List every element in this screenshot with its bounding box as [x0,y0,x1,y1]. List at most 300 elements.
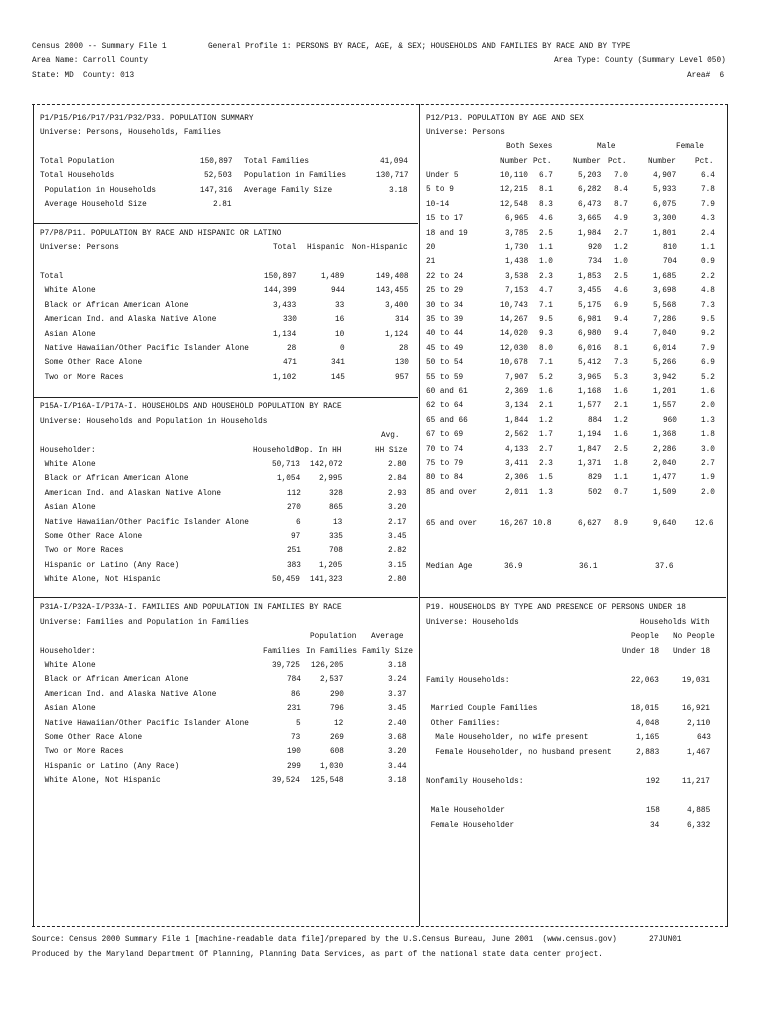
s5-value: 960 [662,414,677,425]
s1-label: Average Household Size [40,199,147,210]
s5-age-label: 30 to 34 [426,299,464,310]
s5-value: 12,215 [500,184,528,195]
frame-top-rule [32,104,728,105]
s2-value: 144,399 [263,285,297,296]
s5-value: 1.8 [613,458,628,468]
s5-value: 2.5 [613,443,628,454]
s5-value: 1.2 [538,414,553,425]
s4-column-header: Population [310,631,357,641]
s5-value: 8.0 [538,342,553,353]
s5-value: 2.1 [613,400,628,411]
s4-value: 39,524 [272,775,300,786]
s4-title: P31A-I/P32A-I/P33A-I. FAMILIES AND POPULATION IN FAMILIES BY RACE [40,602,342,612]
s4-universe: Universe: Families and Population in Families [40,617,249,627]
s6-column-header: People [631,631,659,641]
s5-age-label: 35 to 39 [426,314,464,324]
s5-value: 1.1 [700,242,715,252]
s4-value: 299 [286,760,301,771]
s5-value: 1.6 [613,429,628,440]
s5-age-label: 65 and 66 [426,414,468,425]
s5-value: 4.8 [700,285,715,296]
s5-value: 6.7 [538,170,553,180]
s5-value: 3,785 [504,227,528,238]
s3-value: 251 [286,545,301,556]
s4-race-label: American Ind. and Alaska Native Alone [40,688,217,699]
s2-race-label: White Alone [40,285,96,296]
s5-age-label: 5 to 9 [426,184,454,195]
area-number: Area# 6 [687,70,725,80]
s5-value: 6,980 [577,328,601,339]
source-note: Source: Census 2000 Summary File 1 [machine-readable data file]/prepared by the U.S.Census Bureau, June 2001 (www.census.gov) [32,934,617,944]
s5-value: 10,678 [500,357,528,368]
s5-value: 6.9 [700,357,715,368]
s6-value: 192 [645,776,660,786]
s6-group-header: Households With [639,617,710,627]
column-divider [419,104,420,926]
s5-value: 0.9 [700,256,715,267]
s4-race-label: Native Hawaiian/Other Pacific Islander Alone [40,717,249,728]
area-type: Area Type: County (Summary Level 050) [554,55,726,65]
s3-race-label: Native Hawaiian/Other Pacific Islander Alone [40,516,249,527]
release-date: 27JUN01 [649,934,682,944]
s5-value: 1,730 [504,242,528,252]
s5-value: 6,473 [577,198,601,209]
s3-value: 1,054 [276,473,300,484]
s5-value: 3,665 [577,213,601,224]
s5-value: 4.7 [538,285,553,296]
s5-value: 3,965 [577,371,601,382]
s4-race-label: Hispanic or Latino (Any Race) [40,760,180,771]
s5-age-label: 75 to 79 [426,458,464,468]
s5-value: 9.5 [700,314,715,324]
state-county: State: MD County: 013 [32,70,135,80]
s6-column-header: No People [672,631,715,641]
s4-value: 3.18 [388,775,407,786]
s3-value: 3.45 [388,531,407,541]
s6-value: 11,217 [682,776,710,786]
s5-value: 2.2 [700,270,715,281]
s5-group-header: Male [597,141,616,151]
s5-value: 6,075 [652,198,676,209]
s5-value: 1.3 [538,486,553,497]
s4-value: 3.24 [388,674,407,685]
s5-value: 7,286 [652,314,676,324]
s6-value: 643 [696,732,711,742]
s4-value: 126,205 [310,660,344,670]
s5-age-label: 85 and over [426,486,478,497]
s2-value: 28 [287,343,297,353]
s5-median-label: Median Age [426,561,473,571]
s5-value: 2.0 [700,400,715,411]
s3-race-label: Some Other Race Alone [40,531,143,541]
s5-value: 2,306 [504,472,528,483]
s5-value: 7.9 [700,198,715,209]
s2-value: 150,897 [263,271,297,281]
s5-value: 1,577 [577,400,601,411]
s5-value: 1.9 [700,472,715,483]
s5-value: 1.2 [613,242,628,252]
s4-race-label: Some Other Race Alone [40,732,143,742]
s5-age-label: 40 to 44 [426,328,464,339]
s5-value: 8.1 [613,342,628,353]
s1-value: 2.81 [213,199,232,210]
s2-universe: Universe: Persons [40,242,119,252]
s4-column-header: In Families [305,646,357,656]
s4-column-header: Family Size [361,646,413,656]
s5-age-label: 22 to 24 [426,270,464,281]
s5-value: 16,267 [500,518,528,528]
s3-value: 97 [291,531,301,541]
s5-value: 2.1 [538,400,553,411]
s1-label: Population in Families [244,170,347,181]
s5-value: 2.3 [538,270,553,281]
s1-value: 41,094 [380,156,408,166]
s5-value: 1.2 [613,414,628,425]
s4-value: 39,725 [272,660,300,670]
s2-value: 143,455 [375,285,409,296]
s5-value: 2.7 [613,227,628,238]
s5-value: 1.6 [613,386,628,396]
s4-value: 125,548 [310,775,344,786]
s5-value: 10,743 [500,299,528,310]
s5-value: 0.7 [613,486,628,497]
s3-value: 270 [286,502,301,513]
s2-value: 944 [330,285,345,296]
s5-value: 4.3 [700,213,715,224]
s5-value: 1,685 [652,270,676,281]
s5-value: 9.5 [538,314,553,324]
s5-value: 7,907 [504,371,528,382]
s5-value: 1,847 [577,443,601,454]
s3-value: 328 [328,487,343,498]
s6-value: 158 [645,805,660,815]
s5-value: 1,984 [577,227,601,238]
s5-value: 8.4 [613,184,628,195]
s4-value: 5 [295,717,301,728]
s5-value: 704 [662,256,677,267]
s5-value: 8.7 [613,198,628,209]
s5-value: 1,509 [652,486,676,497]
s5-age-label: 10-14 [426,198,450,209]
s3-column-header: Households [253,445,300,455]
s5-value: 1.1 [613,472,628,483]
s4-column-header: Average [370,631,404,641]
s5-value: 7.3 [613,357,628,368]
s3-race-label: Asian Alone [40,502,96,513]
s5-value: 4.9 [613,213,628,224]
s3-value: 2.80 [388,459,407,469]
s5-value: 12,030 [500,342,528,353]
s5-age-label: 25 to 29 [426,285,464,296]
s5-value: 3,942 [652,371,676,382]
s5-value: 1,194 [577,429,601,440]
s5-age-label: 15 to 17 [426,213,464,224]
s3-value: 2.80 [388,574,407,585]
s4-value: 231 [286,703,301,714]
s5-value: 9.3 [538,328,553,339]
s5-value: 5,266 [652,357,676,368]
s2-column-header: Total [272,242,296,252]
s6-value: 19,031 [682,675,710,685]
s5-value: 6.4 [700,170,715,180]
s2-value: 1,124 [384,328,408,339]
s3-value: 50,459 [272,574,300,585]
s2-divider [34,397,418,398]
s6-value: 34 [650,820,660,830]
s5-value: 3,538 [504,270,528,281]
s5-value: 14,267 [500,314,528,324]
s5-value: 9.4 [613,328,628,339]
s2-value: 1,102 [272,371,296,382]
s6-type-label: Married Couple Families [426,703,538,713]
s6-column-header: Under 18 [673,646,711,656]
s5-value: 3,411 [504,458,528,468]
area-name: Area Name: Carroll County [32,55,149,65]
s5-value: 2.5 [613,270,628,281]
s2-race-label: Asian Alone [40,328,96,339]
s5-value: 4,907 [652,170,676,180]
s5-value: 7.0 [613,170,628,180]
s5-value: 1,168 [577,386,601,396]
s4-value: 190 [286,746,301,757]
s5-universe: Universe: Persons [426,127,505,137]
s6-type-label: Male Householder, no wife present [426,732,589,742]
s4-value: 290 [329,688,344,699]
s5-column-header: Pct. [608,156,627,166]
s4-value: 796 [329,703,344,714]
s6-value: 2,110 [686,718,710,728]
s3-title: P15A-I/P16A-I/P17A-I. HOUSEHOLDS AND HOUSEHOLD POPULATION BY RACE [40,401,342,411]
frame-left-border [33,104,34,926]
s5-value: 1,853 [577,270,601,281]
s3-race-label: Hispanic or Latino (Any Race) [40,559,180,570]
s5-value: 8.3 [538,198,553,209]
s4-value: 3.37 [388,688,407,699]
s2-value: 130 [394,357,409,368]
s3-value: 112 [286,487,301,498]
s6-value: 2,883 [635,747,659,757]
s4-race-label: White Alone [40,660,96,670]
s5-value: 5.2 [538,371,553,382]
s5-value: 6,965 [504,213,528,224]
s2-value: 3,433 [272,299,296,310]
s1-divider [34,223,418,224]
s4-race-label: Asian Alone [40,703,96,714]
s5-column-header: Number [500,156,528,166]
s5-age-label: 67 to 69 [426,429,464,440]
s6-type-label: Family Households: [426,675,510,685]
s5-value: 2.4 [700,227,715,238]
s5-age-label: 21 [426,256,436,267]
s2-column-header: Hispanic [307,242,345,252]
s5-median-value: 37.6 [655,561,674,571]
s5-value: 9.2 [700,328,715,339]
s3-race-label: Two or More Races [40,545,124,556]
s2-value: 16 [335,314,345,325]
s5-value: 4.6 [538,213,553,224]
frame-bottom-rule [32,926,728,927]
s3-value: 708 [328,545,343,556]
s6-value: 1,165 [635,732,659,742]
s5-value: 5,412 [577,357,601,368]
s5-value: 3,455 [577,285,601,296]
s2-value: 3,400 [384,299,408,310]
s4-race-label: Black or African American Alone [40,674,189,685]
s4-value: 784 [286,674,301,685]
s5-value: 1.7 [538,429,553,440]
s5-value: 2.7 [538,443,553,454]
s5-median-value: 36.1 [579,561,598,571]
s3-universe: Universe: Households and Population in Households [40,416,268,426]
s4-column-header: Families [263,646,301,656]
frame-right-border [727,104,728,926]
s3-race-label: White Alone [40,459,96,469]
s1-label: Total Population [40,156,115,166]
s5-value: 6.9 [613,299,628,310]
s5-value: 6,981 [577,314,601,324]
s4-value: 1,030 [319,760,343,771]
s2-value: 341 [330,357,345,368]
s5-value: 7.1 [538,357,553,368]
s5-age-label: 18 and 19 [426,227,468,238]
s5-value: 7.9 [700,342,715,353]
s5-value: 12.6 [695,518,714,528]
s4-value: 73 [291,732,301,742]
s1-label: Total Families [244,156,309,166]
s3-value: 13 [333,516,343,527]
s2-value: 314 [394,314,409,325]
s2-value: 1,489 [320,271,344,281]
s1-value: 150,897 [199,156,233,166]
s2-value: 330 [282,314,297,325]
s5-age-label: 62 to 64 [426,400,464,411]
s5-value: 2,011 [504,486,528,497]
s5-age-label: 50 to 54 [426,357,464,368]
s3-value: 50,713 [272,459,300,469]
s5-value: 2,562 [504,429,528,440]
s2-value: 957 [394,371,409,382]
s6-universe: Universe: Households [426,617,519,627]
s5-value: 7.1 [538,299,553,310]
s3-column-header: Householder: [40,445,96,455]
s5-value: 9,640 [652,518,676,528]
s2-value: 1,134 [272,328,296,339]
s4-value: 3.45 [388,703,407,714]
s3-value: 6 [295,516,301,527]
s5-value: 5,203 [577,170,601,180]
s5-value: 884 [587,414,602,425]
s3-value: 3.15 [388,559,407,570]
s5-value: 1.1 [538,242,553,252]
s5-age-label: 60 and 61 [426,386,468,396]
s6-column-header: Under 18 [622,646,660,656]
s1-label: Average Family Size [244,184,333,195]
s2-value: 149,408 [375,271,409,281]
s5-value: 4.6 [613,285,628,296]
producer-note: Produced by the Maryland Department Of Planning, Planning Data Services, as part of the national state data center project. [32,949,603,959]
s5-value: 5.3 [613,371,628,382]
s6-title: P19. HOUSEHOLDS BY TYPE AND PRESENCE OF PERSONS UNDER 18 [426,602,686,612]
s5-value: 1,438 [504,256,528,267]
s2-race-label: Total [40,271,64,281]
s5-value: 14,020 [500,328,528,339]
s5-value: 6,016 [577,342,601,353]
s5-age-label: 65 and over [426,518,478,528]
s2-race-label: Black or African American Alone [40,299,189,310]
s4-value: 2,537 [319,674,343,685]
s1-universe: Universe: Persons, Households, Families [40,127,222,137]
s5-value: 920 [587,242,602,252]
s4-race-label: White Alone, Not Hispanic [40,775,161,786]
s3-value: 2.84 [388,473,407,484]
profile-title: General Profile 1: PERSONS BY RACE, AGE, & SEX; HOUSEHOLDS AND FAMILIES BY RACE AND BY TYPE [208,41,631,51]
s5-age-label: 55 to 59 [426,371,464,382]
s5-group-header: Female [676,141,704,151]
s5-age-label: 70 to 74 [426,443,464,454]
s5-value: 5,175 [577,299,601,310]
s5-value: 2,286 [652,443,676,454]
s3-value: 2.93 [388,487,407,498]
s5-divider [420,597,726,598]
s6-value: 18,015 [631,703,659,713]
s2-value: 471 [282,357,297,368]
s5-value: 2.7 [700,458,715,468]
s2-value: 28 [399,343,409,353]
s5-value: 7.8 [700,184,715,195]
s4-column-header: Householder: [40,646,96,656]
s6-type-label: Male Householder [426,805,505,815]
s5-value: 5,933 [652,184,676,195]
s5-value: 1,477 [652,472,676,483]
s2-value: 33 [335,299,345,310]
s6-type-label: Other Families: [426,718,501,728]
s5-value: 3,300 [652,213,676,224]
s3-race-label: Black or African American Alone [40,473,189,484]
s4-value: 3.44 [388,760,407,771]
s5-column-header: Number [573,156,601,166]
s5-column-header: Number [648,156,676,166]
s5-age-label: 45 to 49 [426,342,464,353]
s5-value: 8.9 [613,518,628,528]
s3-value: 1,205 [318,559,342,570]
s3-value: 3.20 [388,502,407,513]
s5-value: 1.6 [538,386,553,396]
s1-value: 130,717 [375,170,409,181]
s5-value: 1.6 [700,386,715,396]
s5-value: 6,627 [577,518,601,528]
s5-value: 2.5 [538,227,553,238]
s5-value: 10.8 [533,518,552,528]
s5-value: 810 [662,242,677,252]
s4-value: 3.20 [388,746,407,757]
s2-race-label: Native Hawaiian/Other Pacific Islander Alone [40,343,249,353]
s5-column-header: Pct. [695,156,714,166]
s5-value: 2.0 [700,486,715,497]
s2-race-label: American Ind. and Alaska Native Alone [40,314,217,325]
s6-value: 1,467 [686,747,710,757]
s6-type-label: Female Householder [426,820,515,830]
s5-value: 5.2 [700,371,715,382]
s5-title: P12/P13. POPULATION BY AGE AND SEX [426,113,584,123]
s5-value: 3.0 [700,443,715,454]
s3-avg-label: Avg. [381,430,400,440]
s5-value: 1,557 [652,400,676,411]
s5-value: 1.8 [700,429,715,440]
s5-column-header: Pct. [533,156,552,166]
s3-column-header: Pop. In HH [295,445,342,455]
s4-value: 2.40 [388,717,407,728]
s5-value: 1.5 [538,472,553,483]
